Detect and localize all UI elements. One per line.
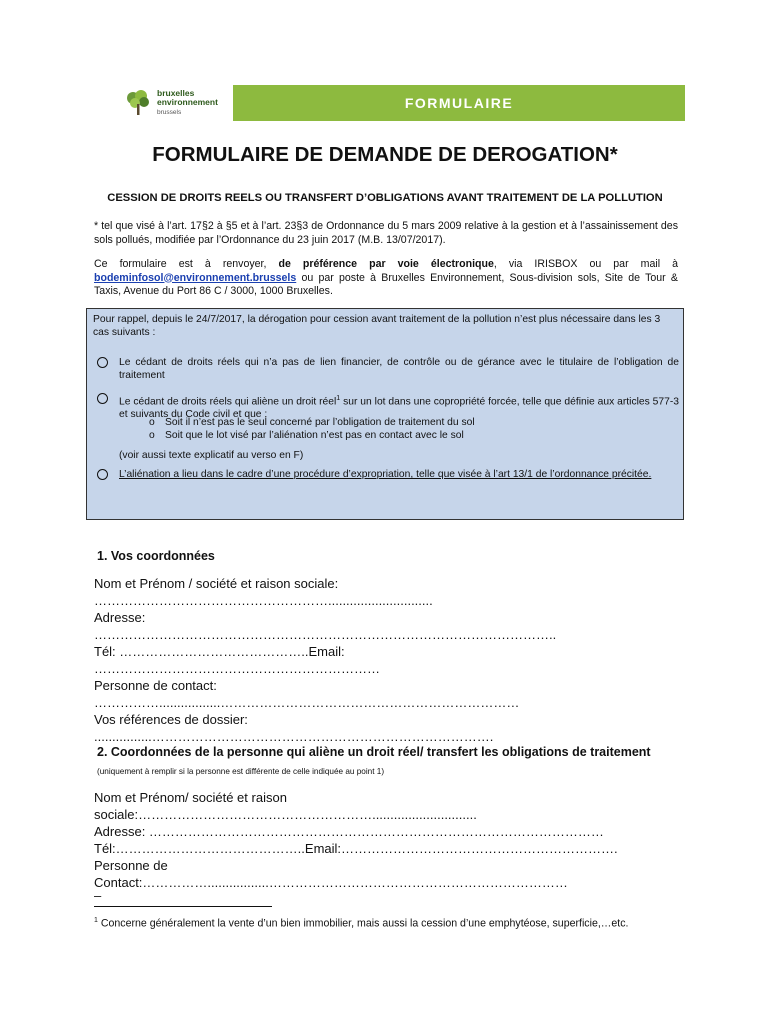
logo-line-3: brussels	[157, 109, 182, 116]
section-1-title: 1. Vos coordonnées	[97, 549, 215, 563]
field-label-name: Nom et Prénom / société et raison sociale:	[94, 576, 339, 591]
legal-reference-paragraph: * tel que visé à l’art. 17§2 à §5 et à l’art. 23§3 de Ordonnance du 5 mars 2009 relative à la gestion et à l’assainissement des sols pollués, modifiée par l’Ordonnance du 23 juin 2017 (M.B. 13/07/2017).	[94, 220, 678, 246]
s2-input-contact[interactable]: Contact:…………….................……………………………………………………………	[94, 875, 568, 890]
footnote-divider	[94, 906, 272, 907]
s2-dash: –	[94, 888, 102, 903]
field-label-references: Vos références de dossier:	[94, 712, 248, 727]
radio-circle-icon[interactable]	[97, 357, 108, 368]
sub-condition-2: o Soit que le lot visé par l’aliénation n’est pas en contact avec le sol	[149, 430, 464, 441]
box-intro: Pour rappel, depuis le 24/7/2017, la dérogation pour cession avant traitement de la pollution n’est plus nécessaire dans les 3 cas suivants :	[93, 314, 661, 338]
field-label-address: Adresse:	[94, 610, 146, 625]
field-phone-email[interactable]: Tél: ……………………………………..Email:	[94, 644, 345, 659]
email-link[interactable]: bodeminfosol@environnement.brussels	[94, 271, 297, 284]
section-2-title: 2. Coordonnées de la personne qui aliène un droit réel/ transfert les obligations de traitement (uniquement à remplir si la personne est différente de celle indiquée au point 1)	[97, 745, 651, 776]
tree-logo-icon	[123, 89, 153, 117]
field-input-name[interactable]: ……………………………………………….............................	[94, 593, 433, 608]
logo-line-2: environnement	[157, 97, 218, 107]
footnote: $^1$ Concerne généralement la vente d’un bien immobilier, mais aussi la cession d’une emphytéose, superficie,…etc.	[94, 917, 629, 930]
field-input-contact[interactable]: …………….................……………………………………………………………	[94, 695, 520, 710]
field-input-email[interactable]: …………………………………………………………	[94, 661, 380, 676]
submission-instructions: Ce formulaire est à renvoyer, de préférence par voie électronique, via IRISBOX ou par mail à bodeminfosol@environnement.brussels ou par poste à Bruxelles Environnement, Sous-division sols, Site de Tour & Taxis, Avenue du Port 86 C / 3000, 1000 Bruxelles.	[94, 258, 678, 297]
s2-input-address[interactable]: Adresse: ……………………………………………………………………………………………	[94, 824, 604, 839]
document-subtitle: CESSION DE DROITS REELS OU TRANSFERT D’OBLIGATIONS AVANT TRAITEMENT DE LA POLLUTION	[107, 192, 663, 204]
page-header	[83, 85, 685, 121]
document-title: FORMULAIRE DE DEMANDE DE DEROGATION*	[152, 143, 618, 166]
field-label-contact: Personne de contact:	[94, 678, 217, 693]
logo-line-1: bruxelles	[157, 88, 195, 98]
s2-phone-email[interactable]: Tél:……………………………………..Email:……………………………………………………….	[94, 841, 618, 856]
logo	[83, 85, 233, 121]
see-also-note: (voir aussi texte explicatif au verso en F)	[119, 450, 304, 461]
s2-input-name[interactable]: sociale:……………………………………………….............................	[94, 807, 477, 822]
sub-condition-1: o Soit il n’est pas le seul concerné par l’obligation de traitement du sol	[149, 417, 475, 428]
radio-circle-icon[interactable]	[97, 469, 108, 480]
s2-label-contact: Personne de	[94, 858, 168, 873]
exemption-info-box: Pour rappel, depuis le 24/7/2017, la dérogation pour cession avant traitement de la pollution n’est plus nécessaire dans les 3 cas suivants : Le cédant de droits réels qui n’a pas de lien financier, de contrôle ou de gérance avec le titulaire de l’obligation de traitement Le cédant de droits réels qui aliène un droit réel$^1$ sur un lot dans une copropriété forcée, telle que définie aux articles 577-3 et suivants du Code civil et que : o Soit il n’est pas le seul concerné par l’obligation de traitement du sol o Soit que le lot visé par l’aliénation n’est pas en contact avec le sol (voir aussi texte explicatif au verso en F) L’aliénation a lieu dans le cadre d’une procédure d’expropriation, telle que visée à l’art 13/1 de l’ordonnance précitée.	[86, 308, 684, 520]
field-input-references[interactable]: ................…………………………………………………………………….	[94, 729, 494, 744]
field-input-address[interactable]: ……………………………………………………………………………………………..	[94, 627, 557, 642]
formulaire-banner: FORMULAIRE	[233, 85, 685, 121]
radio-circle-icon[interactable]	[97, 393, 108, 404]
s2-label-name: Nom et Prénom/ société et raison	[94, 790, 287, 805]
